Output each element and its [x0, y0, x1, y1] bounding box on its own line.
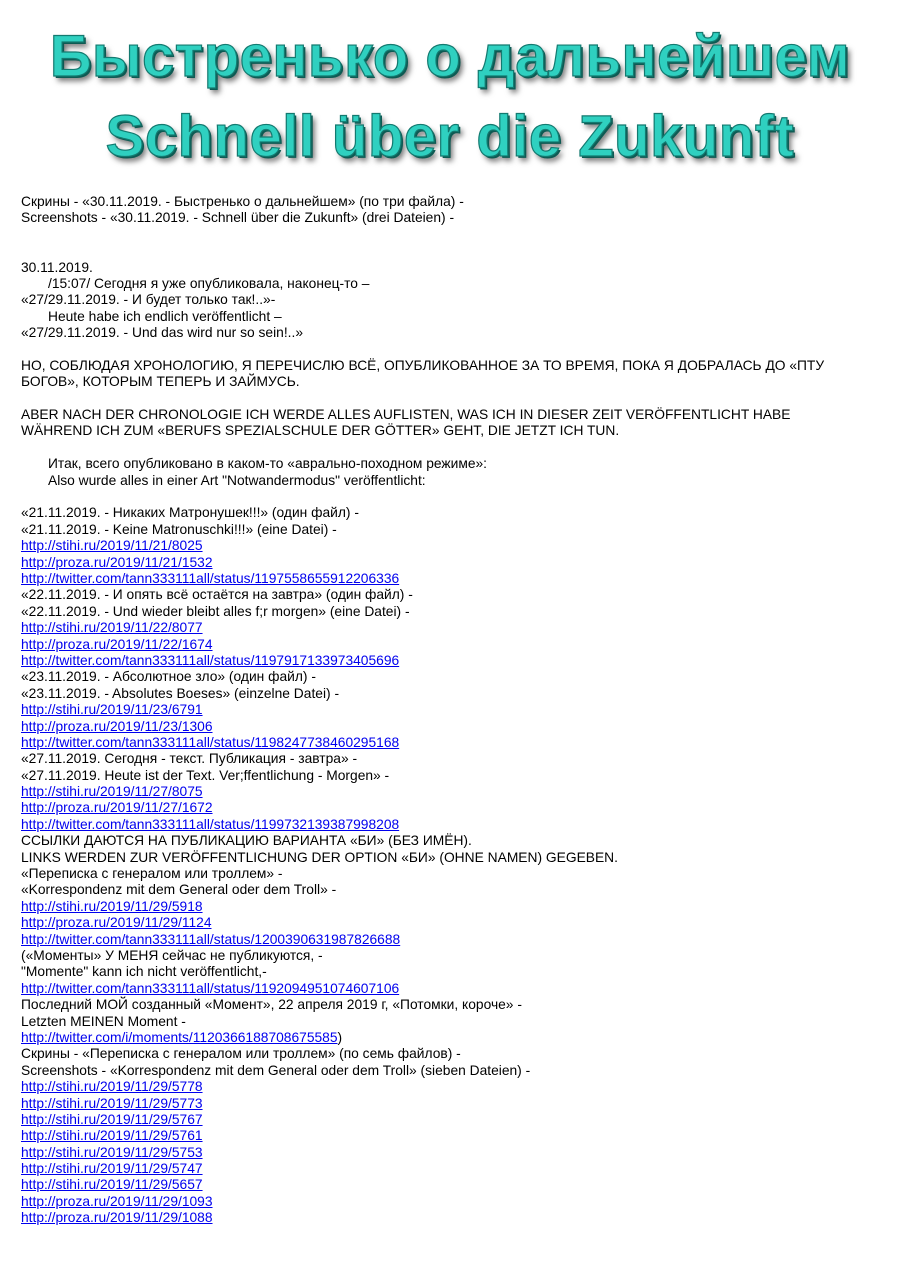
- paragraph-ru: БОГОВ», КОТОРЫМ ТЕПЕРЬ И ЗАЙМУСЬ.: [21, 374, 300, 390]
- links-note-de: LINKS WERDEN ZUR VERÖFFENTLICHUNG DER OPTION «БИ» (OHNE NAMEN) GEGEBEN.: [21, 849, 618, 865]
- link[interactable]: http://twitter.com/tann333111all/status/1192094951074607106: [21, 980, 400, 996]
- screens-ru: Скрины - «Переписка с генералом или троллем» (по семь файлов) -: [21, 1046, 461, 1062]
- list-item: «23.11.2019. - Absolutes Boeses» (einzelne Datei) -: [21, 685, 340, 701]
- link[interactable]: http://twitter.com/tann333111all/status/1197558655912206336: [21, 571, 400, 586]
- document-body: [21, 194, 881, 1227]
- moments-note-ru: («Моменты» У МЕНЯ сейчас не публикуются, -: [21, 947, 323, 963]
- moments-note-de: "Momente" kann ich nicht veröffentlicht,-: [21, 964, 267, 980]
- summary-de: Also wurde alles in einer Art "Notwandermodus" veröffentlicht:: [48, 472, 426, 488]
- entry-line: «27/29.11.2019. - Und das wird nur so sein!..»: [21, 325, 303, 341]
- link[interactable]: http://proza.ru/2019/11/22/1674: [21, 636, 213, 652]
- link[interactable]: http://stihi.ru/2019/11/29/5767: [21, 1111, 203, 1127]
- title-line-ru: Быстренько о дальнейшем: [49, 24, 851, 89]
- link[interactable]: http://stihi.ru/2019/11/22/8077: [21, 620, 203, 636]
- entry-line: «27/29.11.2019. - И будет только так!..»-: [21, 292, 276, 308]
- title-line-de: Schnell über die Zukunft: [105, 104, 795, 169]
- entry-line: /15:07/ Сегодня я уже опубликовала, наконец-то –: [48, 275, 370, 291]
- links-note-ru: ССЫЛКИ ДАЮТСЯ НА ПУБЛИКАЦИЮ ВАРИАНТА «БИ» (БЕЗ ИМЁН).: [21, 833, 472, 849]
- intro-de: Screenshots - «30.11.2019. - Schnell über die Zukunft» (drei Dateien) -: [21, 210, 455, 226]
- link[interactable]: http://proza.ru/2019/11/29/1088: [21, 1210, 213, 1226]
- list-item: «22.11.2019. - И опять всё остаётся на завтра» (один файл) -: [21, 587, 413, 603]
- last-moment-de: Letzten MEINEN Moment -: [21, 1013, 186, 1029]
- link[interactable]: http://proza.ru/2019/11/29/1093: [21, 1193, 213, 1209]
- link[interactable]: http://stihi.ru/2019/11/29/5747: [21, 1161, 203, 1177]
- link[interactable]: http://twitter.com/tann333111all/status/1200390631987826688: [21, 931, 401, 947]
- intro-ru: Скрины - «30.11.2019. - Быстренько о дальнейшем» (по три файла) -: [21, 194, 464, 209]
- link[interactable]: http://proza.ru/2019/11/27/1672: [21, 800, 213, 816]
- link[interactable]: http://proza.ru/2019/11/21/1532: [21, 554, 213, 570]
- entry-line: Heute habe ich endlich veröffentlicht –: [48, 308, 282, 324]
- list-item: «Переписка с генералом или троллем» -: [21, 866, 283, 882]
- summary-ru: Итак, всего опубликовано в каком-то «аврально-походном режиме»:: [48, 456, 488, 472]
- link[interactable]: http://stihi.ru/2019/11/23/6791: [21, 702, 203, 718]
- entry-date: 30.11.2019.: [21, 259, 93, 275]
- link[interactable]: http://stihi.ru/2019/11/27/8075: [21, 784, 203, 800]
- paragraph-de: ABER NACH DER CHRONOLOGIE ICH WERDE ALLES AUFLISTEN, WAS ICH IN DIESER ZEIT VERÖFFENTLICHT HABE: [21, 407, 791, 423]
- link[interactable]: http://stihi.ru/2019/11/29/5761: [21, 1128, 203, 1144]
- link[interactable]: http://stihi.ru/2019/11/21/8025: [21, 538, 203, 554]
- link[interactable]: http://stihi.ru/2019/11/29/5778: [21, 1079, 203, 1095]
- list-item: «21.11.2019. - Никаких Матронушек!!!» (один файл) -: [21, 505, 359, 521]
- paragraph-ru: НО, СОБЛЮДАЯ ХРОНОЛОГИЮ, Я ПЕРЕЧИСЛЮ ВСЁ, ОПУБЛИКОВАННОЕ ЗА ТО ВРЕМЯ, ПОКА Я ДОБРАЛАСЬ ДО «ПТУ: [21, 357, 825, 373]
- link[interactable]: http://stihi.ru/2019/11/29/5918: [21, 898, 203, 914]
- link[interactable]: http://twitter.com/i/moments/1120366188708675585: [21, 1029, 338, 1045]
- link[interactable]: http://stihi.ru/2019/11/29/5657: [21, 1177, 203, 1193]
- screens-de: Screenshots - «Korrespondenz mit dem General oder dem Troll» (sieben Dateien) -: [21, 1062, 531, 1078]
- list-item: «27.11.2019. Heute ist der Text. Ver;ffentlichung - Morgen» -: [21, 767, 390, 783]
- link[interactable]: http://twitter.com/tann333111all/status/1197917133973405696: [21, 652, 400, 668]
- list-item: «21.11.2019. - Keine Matronuschki!!!» (eine Datei) -: [21, 521, 337, 537]
- list-item: «Korrespondenz mit dem General oder dem Troll» -: [21, 882, 337, 898]
- list-item: «22.11.2019. - Und wieder bleibt alles f;r morgen» (eine Datei) -: [21, 603, 410, 619]
- link[interactable]: http://stihi.ru/2019/11/29/5773: [21, 1095, 203, 1111]
- link[interactable]: http://stihi.ru/2019/11/29/5753: [21, 1144, 203, 1160]
- paragraph-de: WÄHREND ICH ZUM «BERUFS SPEZIALSCHULE DER GÖTTER» GEHT, DIE JETZT ICH TUN.: [21, 423, 620, 439]
- list-item: «27.11.2019. Сегодня - текст. Публикация - завтра» -: [21, 751, 358, 767]
- last-moment-ru: Последний МОЙ созданный «Момент», 22 апреля 2019 г, «Потомки, короче» -: [21, 997, 522, 1013]
- list-item: «23.11.2019. - Абсолютное зло» (один файл) -: [21, 669, 316, 685]
- link[interactable]: http://twitter.com/tann333111all/status/1198247738460295168: [21, 734, 400, 750]
- closing-paren: ): [337, 1029, 343, 1045]
- link[interactable]: http://proza.ru/2019/11/23/1306: [21, 718, 213, 734]
- link[interactable]: http://twitter.com/tann333111all/status/1199732139387998208: [21, 816, 400, 832]
- link[interactable]: http://proza.ru/2019/11/29/1124: [21, 915, 212, 931]
